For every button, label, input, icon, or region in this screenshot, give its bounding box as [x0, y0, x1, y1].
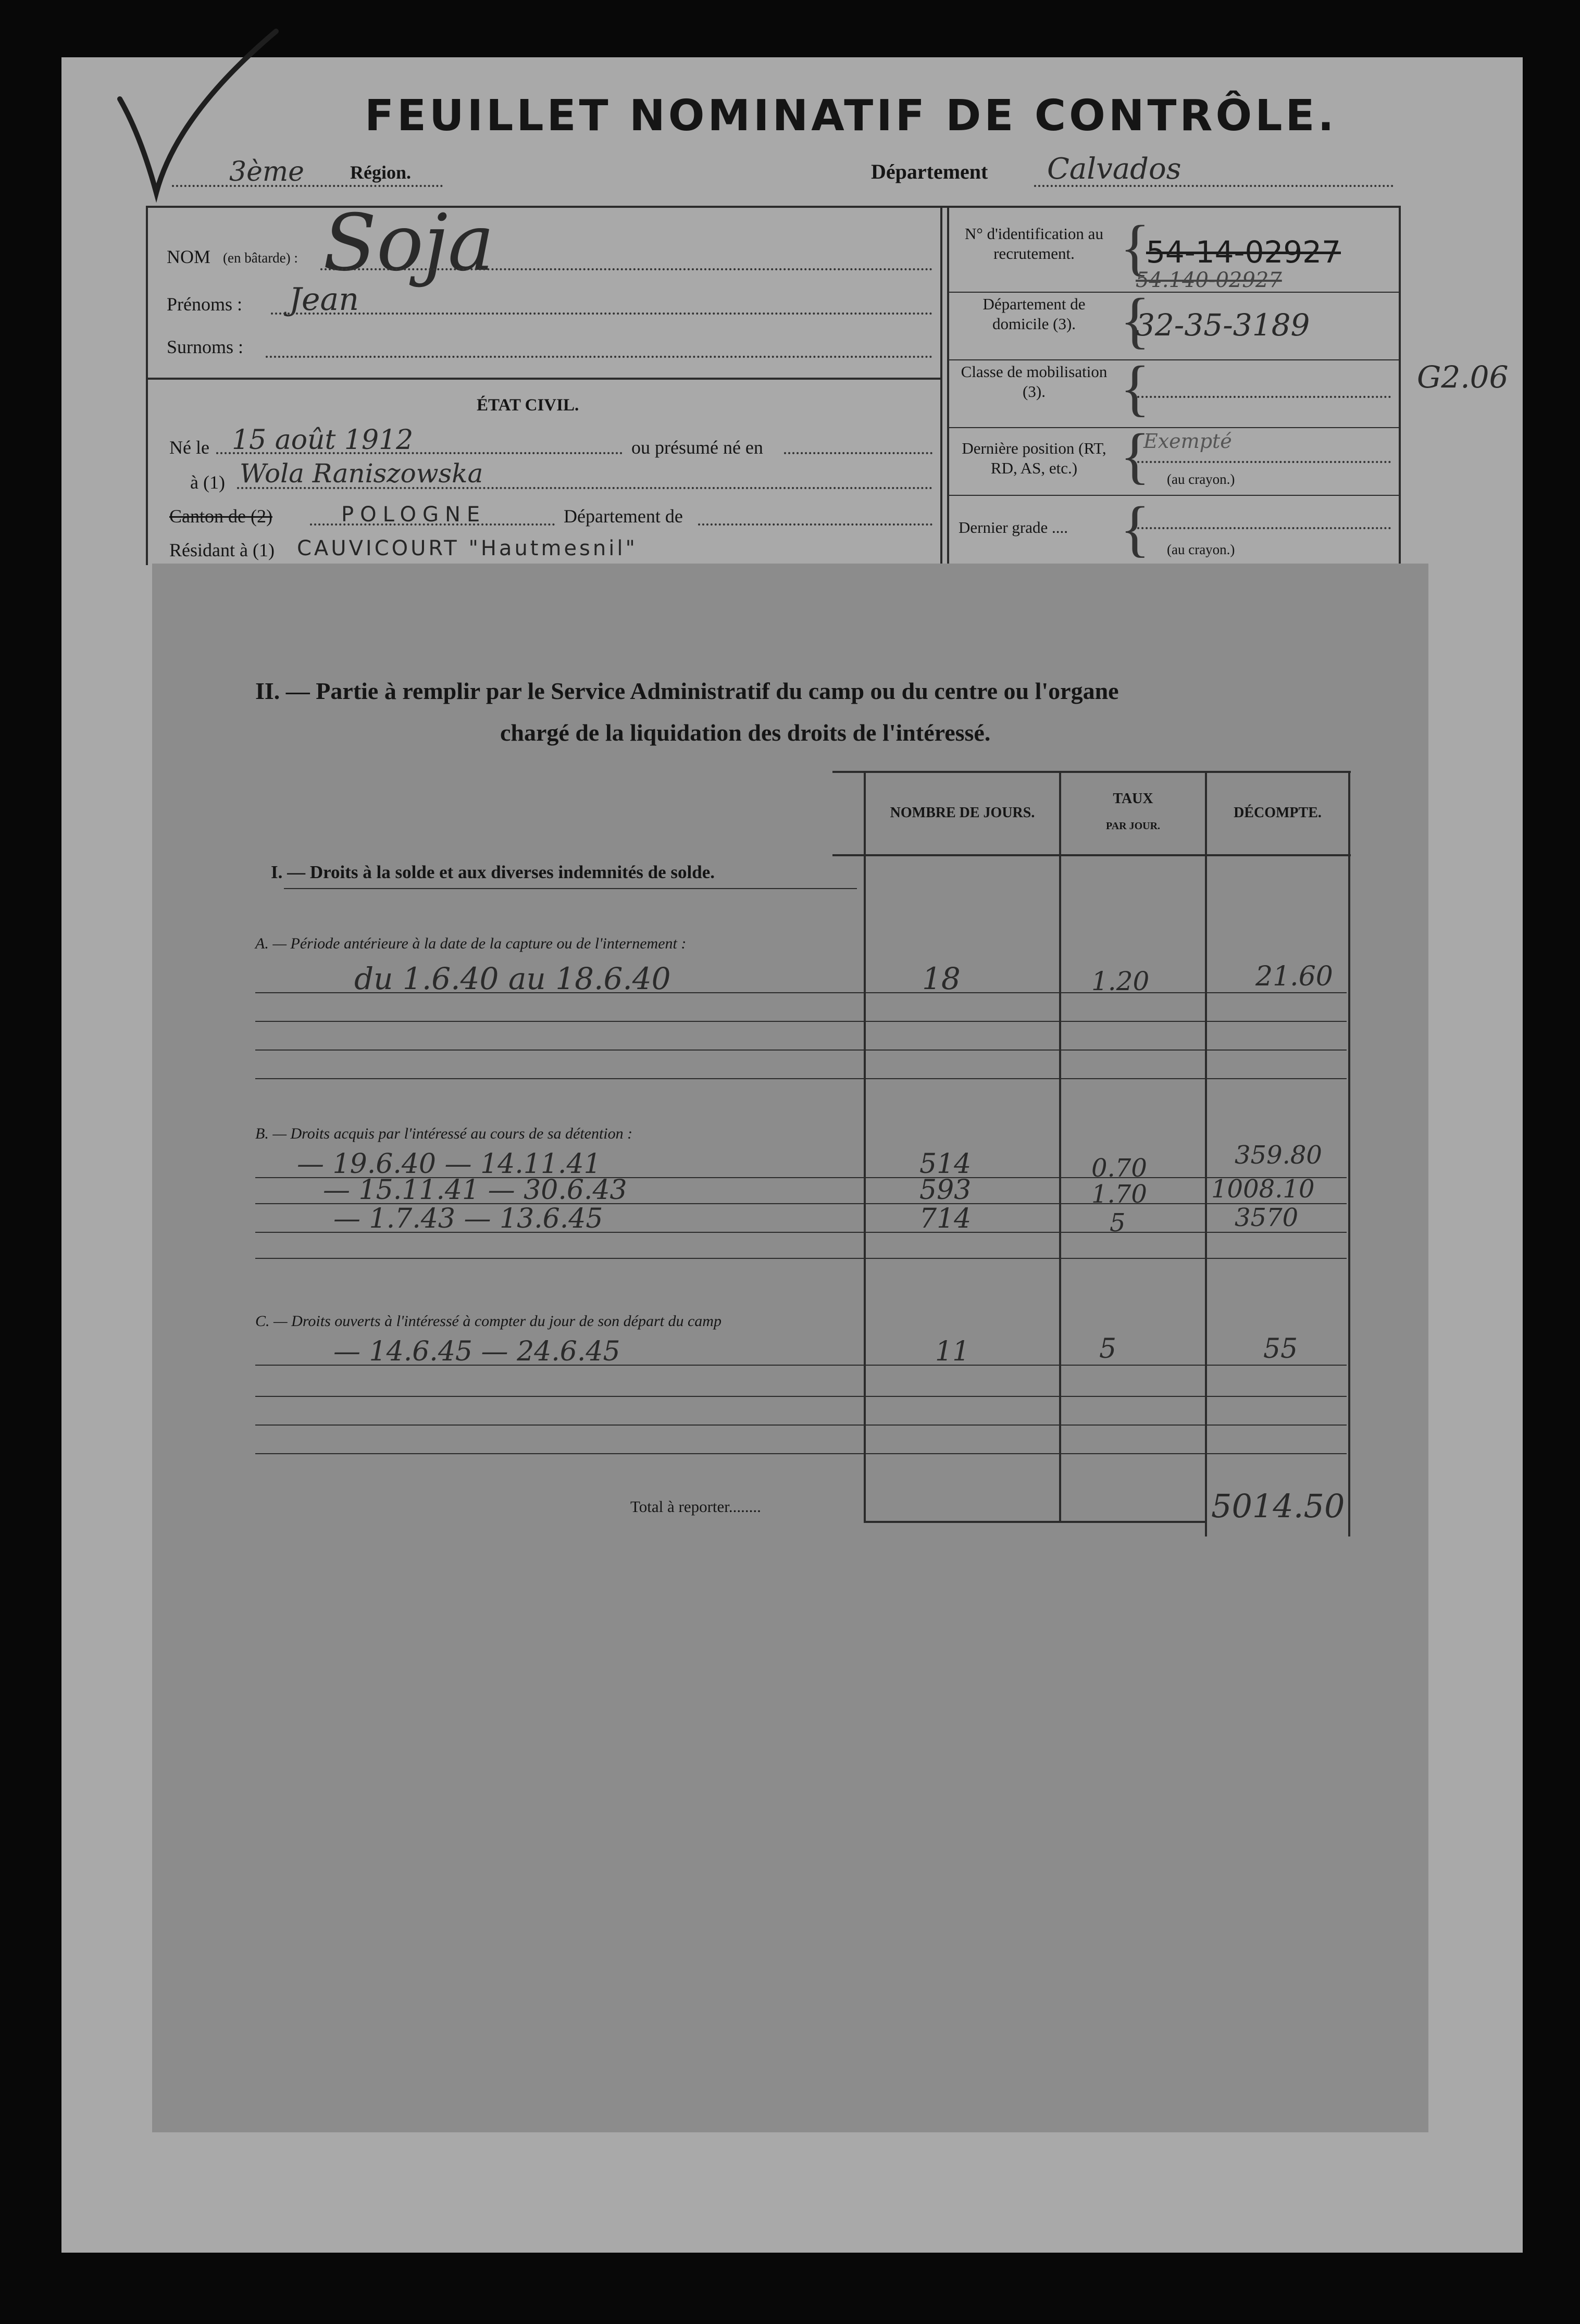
col-taux-sub: PAR JOUR.	[1105, 820, 1161, 832]
canton-label: Canton de (2)	[169, 506, 272, 527]
a-row-period: du 1.6.40 au 18.6.40	[354, 961, 671, 996]
crayon-note-2: (au crayon.)	[1167, 542, 1235, 557]
col-decompte-header: DÉCOMPTE.	[1234, 805, 1322, 821]
departement-label: Département	[871, 160, 988, 183]
identification-label: N° d'identification au recrutement.	[965, 224, 1103, 263]
b-row1-taux: 0.70	[1091, 1154, 1147, 1183]
identification-value: 54-14-02927	[1146, 234, 1341, 270]
b-row1-decompte: 359.80	[1235, 1141, 1322, 1170]
residant-value: CAUVICOURT "Hautmesnil"	[297, 536, 638, 560]
position-brace: {	[1120, 421, 1150, 490]
a-row-decompte: 21.60	[1255, 961, 1333, 992]
surnoms-label: Surnoms :	[167, 336, 244, 357]
nom-hint: (en bâtarde) :	[223, 250, 298, 266]
lieu-label: à (1)	[190, 472, 225, 493]
classe-label: Classe de mobilisation (3).	[961, 363, 1108, 401]
a-row-taux: 1.20	[1091, 966, 1150, 996]
id-brace-1: {	[1120, 213, 1150, 282]
identification-struck: 54.140-02927	[1136, 268, 1282, 292]
ne-le-value: 15 août 1912	[232, 424, 414, 456]
lieu-value: Wola Raniszowska	[240, 458, 483, 489]
total-value: 5014.50	[1211, 1487, 1345, 1525]
grade-label: Dernier grade ....	[959, 518, 1068, 536]
domicile-label: Département de domicile (3).	[982, 295, 1086, 333]
region-label: Région.	[350, 162, 411, 183]
departement-value: Calvados	[1047, 152, 1181, 186]
c-row-jours: 11	[935, 1336, 970, 1367]
grade-brace: {	[1120, 494, 1150, 563]
ne-le-label: Né le	[169, 437, 209, 458]
b-row1-jours: 514	[919, 1148, 972, 1180]
c-row-taux: 5	[1099, 1333, 1117, 1365]
domicile-brace: {	[1120, 285, 1150, 355]
section-b-label: B. — Droits acquis par l'intéressé au cours de sa détention :	[255, 1125, 633, 1142]
nom-label: NOM	[167, 246, 211, 267]
col-jours-header: NOMBRE DE JOURS.	[890, 805, 1035, 821]
c-row-decompte: 55	[1263, 1333, 1298, 1365]
margin-note: G2.06	[1417, 359, 1509, 395]
b-row3-period: — 1.7.43 — 13.6.45	[333, 1203, 603, 1234]
b-row2-decompte: 1008.10	[1211, 1175, 1315, 1204]
b-row2-jours: 593	[919, 1175, 972, 1206]
c-row-period: — 14.6.45 — 24.6.45	[333, 1336, 620, 1367]
a-row-jours: 18	[922, 961, 961, 996]
crayon-note-1: (au crayon.)	[1167, 471, 1235, 487]
b-row2-period: — 15.11.41 — 30.6.43	[323, 1175, 627, 1206]
total-label: Total à reporter........	[630, 1497, 761, 1516]
residant-label: Résidant à (1)	[169, 540, 275, 560]
section2-title-line1: II. — Partie à remplir par le Service Administratif du camp ou du centre ou l'organe	[255, 678, 1119, 704]
canton-value: POLOGNE	[341, 503, 487, 527]
col-taux-header: TAUX	[1113, 791, 1153, 807]
section2-title-line2: chargé de la liquidation des droits de l'intéressé.	[500, 719, 991, 746]
b-row3-jours: 714	[919, 1203, 972, 1234]
domicile-value: 32-35-3189	[1136, 307, 1310, 343]
nom-value: Soja	[323, 198, 495, 289]
b-row1-period: — 19.6.40 — 14.11.41	[297, 1148, 601, 1180]
section-a-label: A. — Période antérieure à la date de la capture ou de l'internement :	[255, 935, 687, 952]
presume-label: ou présumé né en	[631, 437, 763, 458]
prenoms-value: Jean	[289, 281, 359, 318]
classe-brace: {	[1120, 353, 1150, 422]
position-value: Exempté	[1143, 430, 1232, 453]
section-c-label: C. — Droits ouverts à l'intéressé à compter du jour de son départ du camp	[255, 1313, 721, 1330]
b-row3-taux: 5	[1110, 1208, 1126, 1238]
b-row2-taux: 1.70	[1091, 1180, 1147, 1209]
position-label: Dernière position (RT, RD, AS, etc.)	[962, 439, 1106, 477]
form-title: FEUILLET NOMINATIF DE CONTRÔLE.	[365, 91, 1337, 141]
etat-civil-heading: ÉTAT CIVIL.	[477, 396, 579, 415]
region-value: 3ème	[229, 156, 304, 188]
prenoms-label: Prénoms :	[167, 294, 243, 315]
droits-heading: I. — Droits à la solde et aux diverses indemnités de solde.	[271, 862, 715, 882]
dept-de-label: Département de	[564, 506, 683, 527]
b-row3-decompte: 3570	[1235, 1203, 1299, 1232]
